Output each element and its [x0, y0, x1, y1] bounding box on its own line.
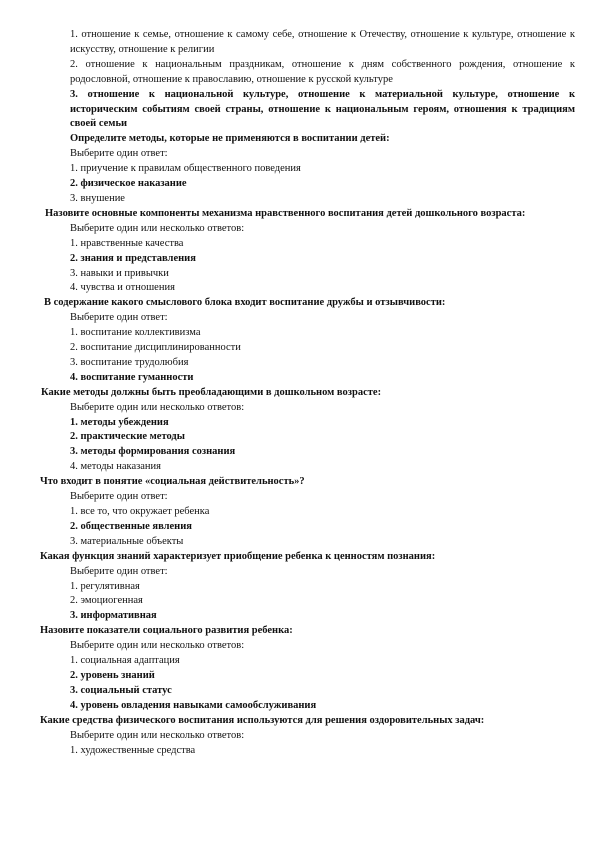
document-content: [40, 28, 575, 758]
document-line: 3. методы формирования сознания: [70, 446, 236, 458]
document-line: 1. методы убеждения: [70, 416, 169, 428]
document-line: Выберите один ответ:: [70, 148, 168, 160]
document-line: 4. чувства и отношения: [70, 282, 175, 294]
document-line: 3. навыки и привычки: [70, 267, 169, 279]
document-line: 3. социальный статус: [70, 684, 172, 696]
document-line: 3. материальные объекты: [70, 535, 184, 547]
document-line: 2. воспитание дисциплинированности: [70, 342, 241, 354]
question-text: Назовите показатели социального развития ребенка:: [40, 625, 293, 637]
document-line: 1. воспитание коллективизма: [70, 327, 201, 339]
document-line: Выберите один или несколько ответов:: [70, 222, 245, 234]
document-line: Выберите один ответ:: [70, 312, 168, 324]
document-line: Выберите один или несколько ответов:: [70, 640, 245, 652]
document-line: 3. воспитание трудолюбия: [70, 356, 189, 368]
document-line: 1. все то, что окружает ребенка: [70, 506, 210, 517]
question-text: Какие методы должны быть преобладающими в дошкольном возрасте:: [41, 386, 382, 398]
document-line: 1. социальная адаптация: [70, 655, 180, 667]
question-text: Определите методы, которые не применяются в воспитании детей:: [70, 133, 390, 145]
document-line: 2. уровень знаний: [70, 669, 155, 681]
document-line: 4. методы наказания: [70, 461, 161, 473]
document-line: 1. нравственные качества: [70, 237, 184, 249]
document-line: 1. отношение к семье, отношение к самому себе, отношение к Отечеству, отношение к культуре, отношение к искусству, отношение к религии: [70, 29, 575, 55]
document-line: Выберите один ответ:: [70, 565, 168, 577]
document-line: Выберите один ответ:: [70, 491, 168, 503]
document-line: 2. практические методы: [70, 431, 185, 443]
document-line: 4. уровень овладения навыками самообслуживания: [70, 699, 317, 711]
document-line: Выберите один или несколько ответов:: [70, 401, 245, 413]
document-line: 4. воспитание гуманности: [70, 371, 194, 383]
question-text: Назовите основные компоненты механизма нравственного воспитания детей дошкольного возраста:: [45, 207, 526, 219]
document-line: 2. знания и представления: [70, 252, 196, 264]
document-line: 1. регулятивная: [70, 580, 140, 592]
question-text: В содержание какого смыслового блока входит воспитание дружбы и отзывчивости:: [44, 297, 446, 309]
document-line: 3. отношение к национальной культуре, отношение к материальной культуре, отношение к историческим событиям своей страны, отношение к национальным героям, отношения к традициям своей семьи: [70, 88, 575, 130]
document-line: 2. отношение к национальным праздникам, отношение к дням собственного рождения, отношение к родословной, отношение к православию, отношение к русской культуре: [70, 58, 575, 85]
document-line: 1. художественные средства: [70, 744, 196, 756]
document-line: 1. приучение к правилам общественного поведения: [70, 163, 301, 175]
document-line: 2. эмоциогенная: [70, 595, 143, 607]
document-line: 2. физическое наказание: [70, 178, 187, 190]
document-line: 3. внушение: [70, 192, 125, 204]
question-text: Какая функция знаний характеризует приобщение ребенка к ценностям познания:: [40, 550, 436, 562]
question-text: Что входит в понятие «социальная действительность»?: [40, 476, 305, 488]
document-line: 2. общественные явления: [70, 520, 192, 532]
question-text: Какие средства физического воспитания используются для решения оздоровительных задач:: [40, 714, 485, 726]
document-line: 3. информативная: [70, 610, 157, 622]
document-line: Выберите один или несколько ответов:: [70, 729, 245, 741]
